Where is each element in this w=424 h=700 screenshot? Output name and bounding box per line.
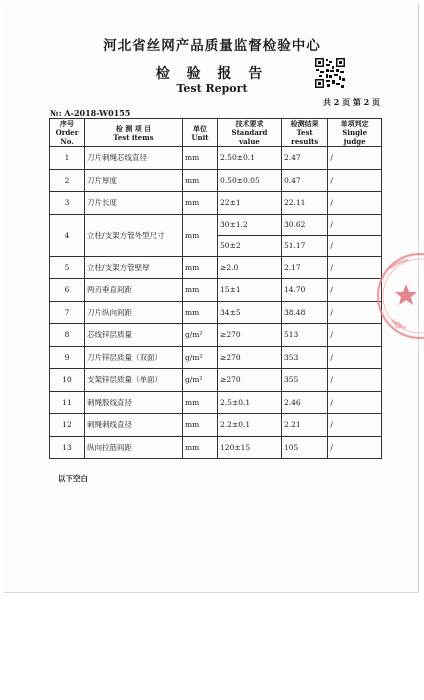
cell-order-no: 8 [50,324,85,347]
report-title-en: Test Report [176,82,248,95]
cell-single-judge: / [328,346,382,369]
cell-test-result: 353 [281,346,327,369]
cell-single-judge: / [328,279,382,302]
cell-test-result: 105 [281,436,327,459]
cell-test-item: 立柱/支架方管壁厚 [85,256,183,279]
cell-standard-value: 0.50±0.05 [218,169,282,192]
cell-unit: g/m² [182,346,217,369]
cell-order-no: 7 [50,301,85,324]
cell-single-judge: / [328,414,382,437]
cell-test-result: 38.48 [281,301,327,324]
cell-standard-value: ≥270 [218,369,282,392]
table-row [50,192,382,215]
cell-unit: g/m² [182,324,217,347]
cell-test-item: 刀片纵向间距 [85,301,183,324]
cell-standard-value: ≥2.0 [218,256,282,279]
cell-test-item: 纵向拉筋间距 [85,436,183,459]
cell-single-judge: / [328,192,382,215]
cell-order-no: 5 [50,256,85,279]
cell-single-judge: / [328,391,382,414]
cell-test-result: 22.11 [281,192,327,215]
table-row [50,369,382,392]
header-test-results: 检测结果 Test results [281,119,327,147]
cell-standard-value: 2.50±0.1 [218,147,282,170]
cell-test-item: 支架锌层质量（单面） [85,369,183,392]
cell-order-no: 4 [50,214,85,256]
qr-code-icon [314,57,346,89]
table-row [50,324,382,347]
header-single-judge: 单项判定 Single judge [328,119,382,147]
table-row [50,256,382,279]
cell-unit: mm [182,192,217,215]
cell-test-result: 355 [281,369,327,392]
cell-single-judge: / [328,324,382,347]
cell-unit: g/m² [182,369,217,392]
cell-unit: mm [182,414,217,437]
cell-standard-value: 15±1 [218,279,282,302]
cell-test-result: 51.17 [281,235,327,256]
cell-unit: mm [182,147,217,170]
cell-order-no: 13 [50,436,85,459]
cell-standard-value: 2.5±0.1 [218,391,282,414]
cell-test-result: 2.17 [281,256,327,279]
cell-test-result: 513 [281,324,327,347]
cell-unit: mm [182,256,217,279]
cell-single-judge: / [328,369,382,392]
table-row [50,414,382,437]
cell-test-item: 刀片锌层质量（双面） [85,346,183,369]
cell-test-result: 0.47 [281,169,327,192]
cell-standard-value: 120±15 [218,436,282,459]
cell-standard-value: 34±5 [218,301,282,324]
cell-test-item: 刺绳股线直径 [85,391,183,414]
cell-unit: mm [182,301,217,324]
results-table [49,118,382,459]
cell-test-item: 立柱/支架方管外型尺寸 [85,214,183,256]
cell-standard-value: 50±2 [218,235,282,256]
report-number: №: A-2018-W0155 [50,108,131,118]
cell-order-no: 12 [50,414,85,437]
cell-test-item: 刺绳刺线直径 [85,414,183,437]
table-row [50,391,382,414]
cell-order-no: 6 [50,279,85,302]
cell-single-judge: / [328,147,382,170]
cell-test-item: 刀片厚度 [85,169,183,192]
cell-test-result: 2.46 [281,391,327,414]
cell-single-judge: / [328,436,382,459]
page-info: 共 2 页 第 2 页 [322,97,380,107]
table-row [50,301,382,324]
header-standard-value: 技术要求 Standard value [218,119,282,147]
cell-standard-value: ≥270 [218,346,282,369]
cell-order-no: 11 [50,391,85,414]
cell-order-no: 3 [50,192,85,215]
cell-single-judge: / [328,235,382,256]
cell-single-judge: / [328,256,382,279]
cell-test-result: 2.47 [281,147,327,170]
cell-order-no: 1 [50,147,85,170]
cell-unit: mm [182,169,217,192]
table-row [50,279,382,302]
cell-standard-value: ≥270 [218,324,282,347]
cell-unit: mm [182,391,217,414]
cell-test-item: 刀片长度 [85,192,183,215]
header-order-no: 序号 Order No. [50,119,85,147]
cell-standard-value: 2.2±0.1 [218,414,282,437]
table-row [50,147,382,170]
org-title: 河北省丝网产品质量监督检验中心 [103,38,321,54]
header-unit: 单位 Unit [182,119,217,147]
table-row [50,214,382,235]
table-row [50,346,382,369]
table-header-row [50,119,382,147]
header-test-items: 检 测 项 目 Test items [85,119,183,147]
cell-test-item: 芯线锌层质量 [85,324,183,347]
cell-test-result: 14.70 [281,279,327,302]
cell-test-result: 30.62 [281,214,327,235]
report-title: 检 验 报 告 [155,66,269,82]
cell-test-item: 刀片刺绳芯线直径 [85,147,183,170]
table-row [50,436,382,459]
cell-unit: mm [182,436,217,459]
blank-below-note: 以下空白 [58,474,88,483]
official-seal-stamp [368,248,424,344]
cell-standard-value: 30±1.2 [218,214,282,235]
table-row [50,169,382,192]
cell-single-judge: / [328,301,382,324]
cell-order-no: 9 [50,346,85,369]
cell-single-judge: / [328,214,382,235]
cell-test-result: 2.21 [281,414,327,437]
cell-unit: mm [182,279,217,302]
cell-unit: mm [182,214,217,256]
cell-test-item: 两刃垂直间距 [85,279,183,302]
cell-order-no: 2 [50,169,85,192]
cell-standard-value: 22±1 [218,192,282,215]
cell-single-judge: / [328,169,382,192]
cell-order-no: 10 [50,369,85,392]
svg-text:⊙: ⊙ [394,321,402,331]
